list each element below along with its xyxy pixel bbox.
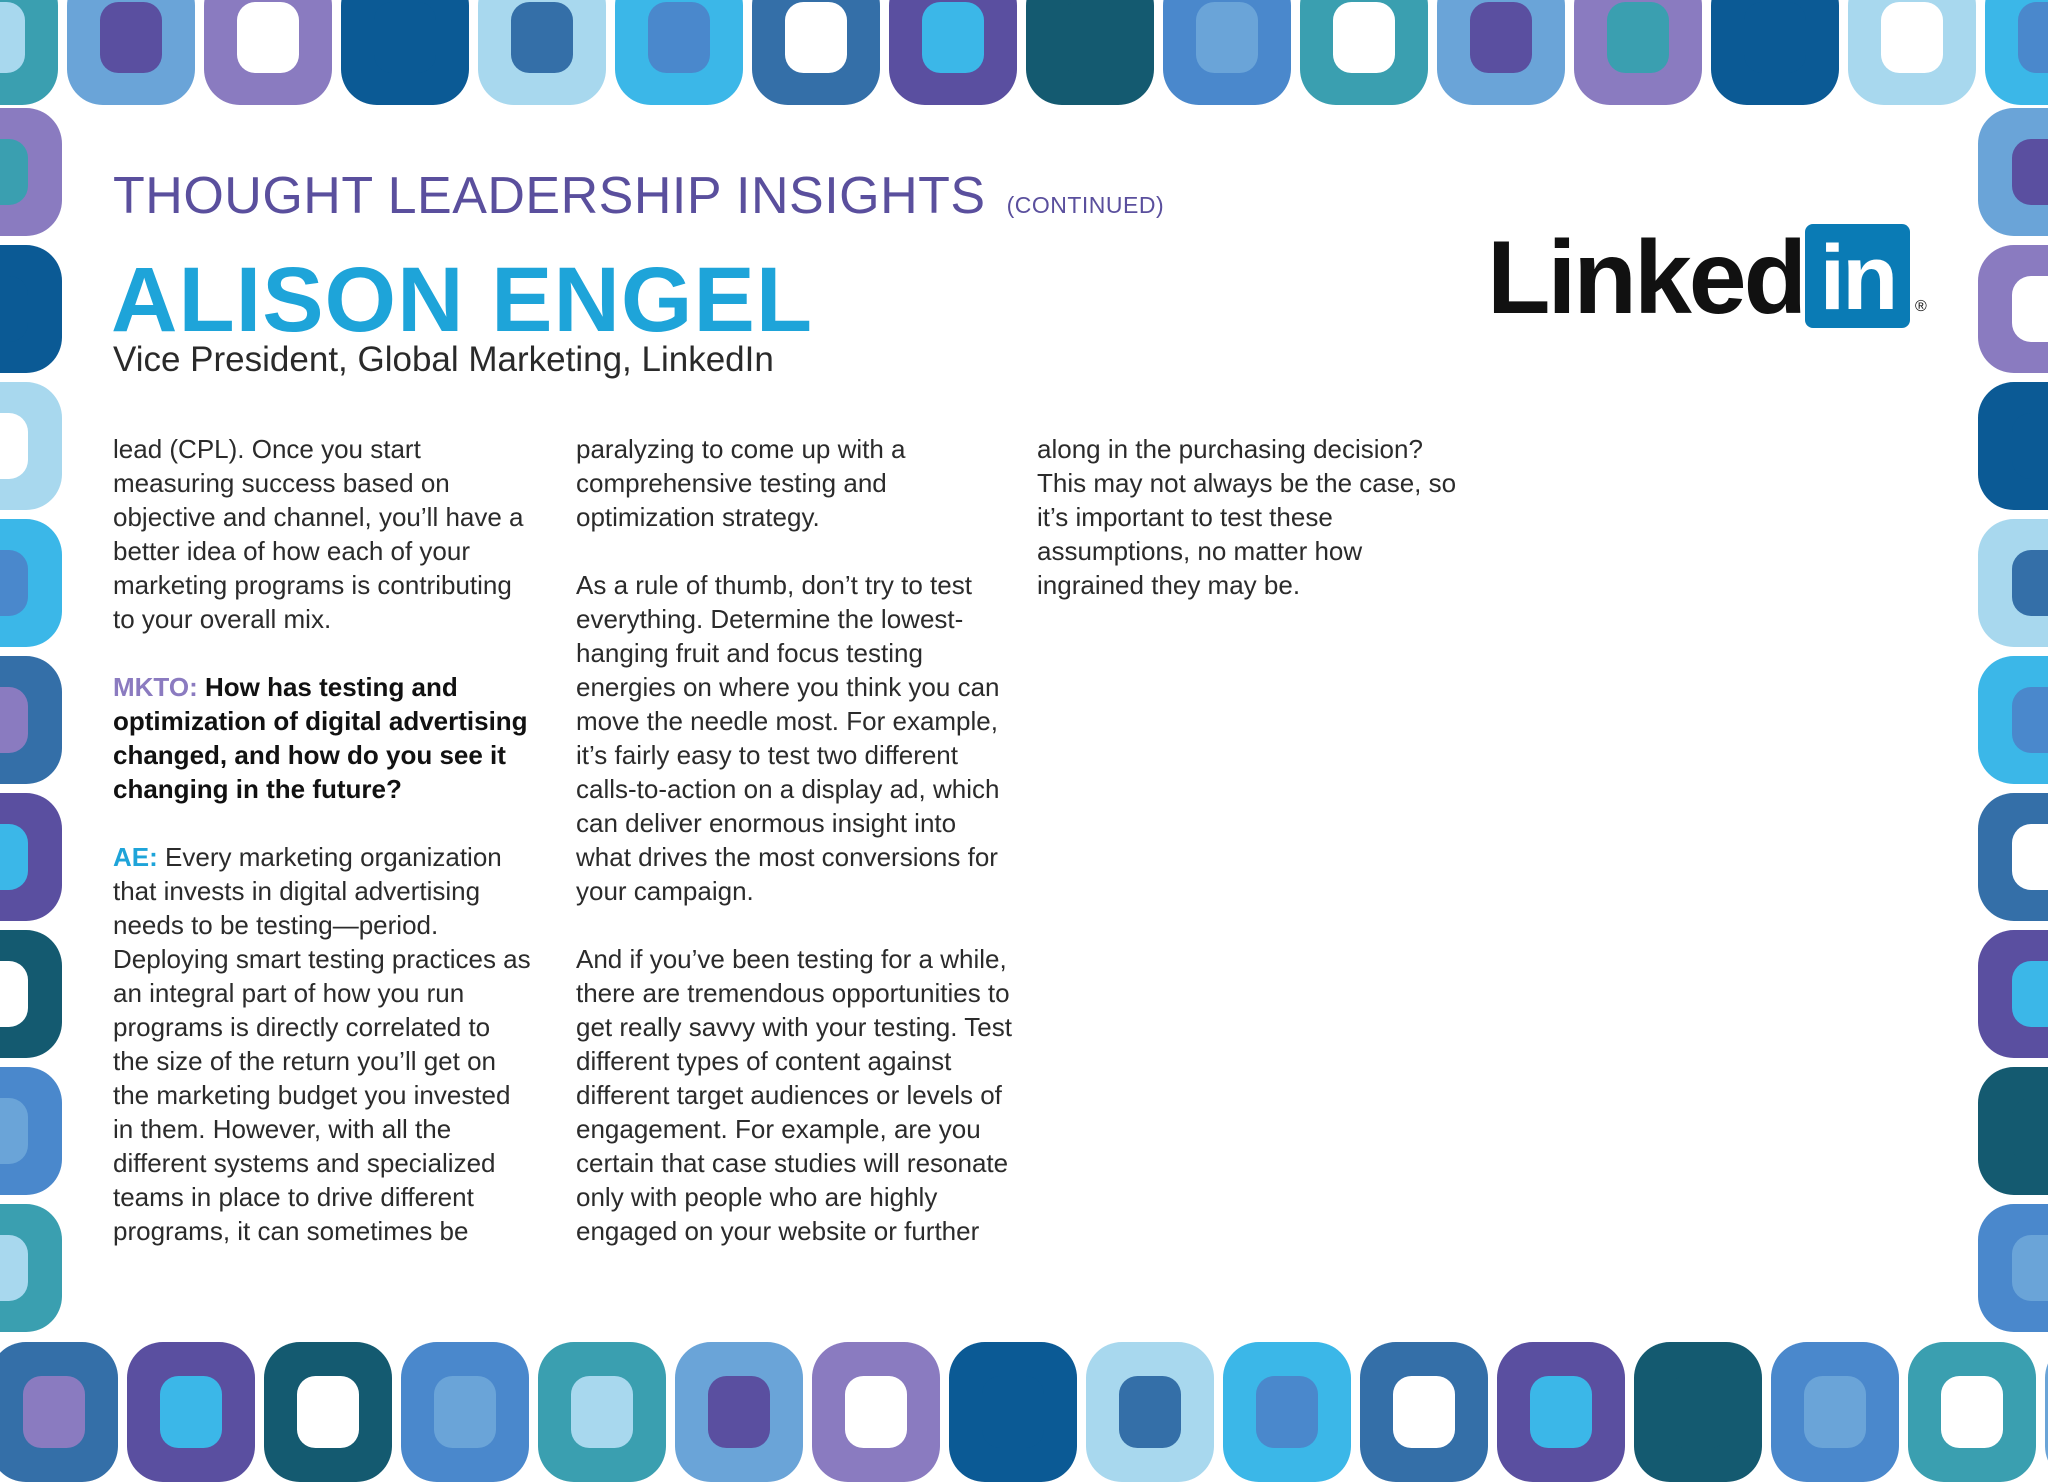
section-kicker (113, 166, 1164, 226)
registered-mark: ® (1915, 298, 1927, 315)
paragraph: As a rule of thumb, don’t try to test everything. Determine the lowest-hanging fruit and focus testing energies on where you think you can move the needle most. For example, it’s fairly easy to test two different calls-to-action on a display ad, which can deliver enormous insight into what drives the most conversions for your campaign. (576, 570, 1000, 906)
answer-text: Every marketing organization that invests in digital advertising needs to be testing—period. Deploying smart testing practices as an integral part of how you run programs is directly correlated to the size of the return you’ll get on the marketing budget you invested in them. However, with all the different systems and specialized teams in place to drive different programs, it can sometimes be (113, 842, 531, 1246)
interview-answer (113, 840, 533, 1248)
article-column-3 (1037, 432, 1467, 636)
paragraph: paralyzing to come up with a comprehensive testing and optimization strategy. (576, 434, 906, 532)
interviewee-name: ALISON ENGEL (111, 249, 814, 351)
interview-question (113, 670, 533, 806)
logo-in-box: in (1805, 224, 1910, 328)
interviewee-role: Vice President, Global Marketing, LinkedIn (113, 340, 774, 379)
article-column-2 (576, 432, 1016, 1282)
answer-label: AE: (113, 842, 158, 872)
paragraph: lead (CPL). Once you start measuring success based on objective and channel, you’ll have a better idea of how each of your marketing programs is contributing to your overall mix. (113, 434, 524, 634)
kicker-suffix: (CONTINUED) (1006, 192, 1165, 218)
linkedin-logo (1487, 222, 1937, 334)
logo-wordmark: Linked (1487, 220, 1805, 336)
kicker-text: THOUGHT LEADERSHIP INSIGHTS (113, 167, 986, 225)
question-text: How has testing and optimization of digital advertising changed, and how do you see it changing in the future? (113, 672, 528, 804)
paragraph: And if you’ve been testing for a while, there are tremendous opportunities to get really savvy with your testing. Test different types of content against different target audiences or levels of engagement. For example, are you certain that case studies will resonate only with people who are highly engaged on your website or further (576, 944, 1012, 1246)
article-column-1 (113, 432, 533, 1282)
question-label: MKTO: (113, 672, 198, 702)
paragraph: along in the purchasing decision? This may not always be the case, so it’s important to test these assumptions, no matter how ingrained they may be. (1037, 434, 1457, 600)
